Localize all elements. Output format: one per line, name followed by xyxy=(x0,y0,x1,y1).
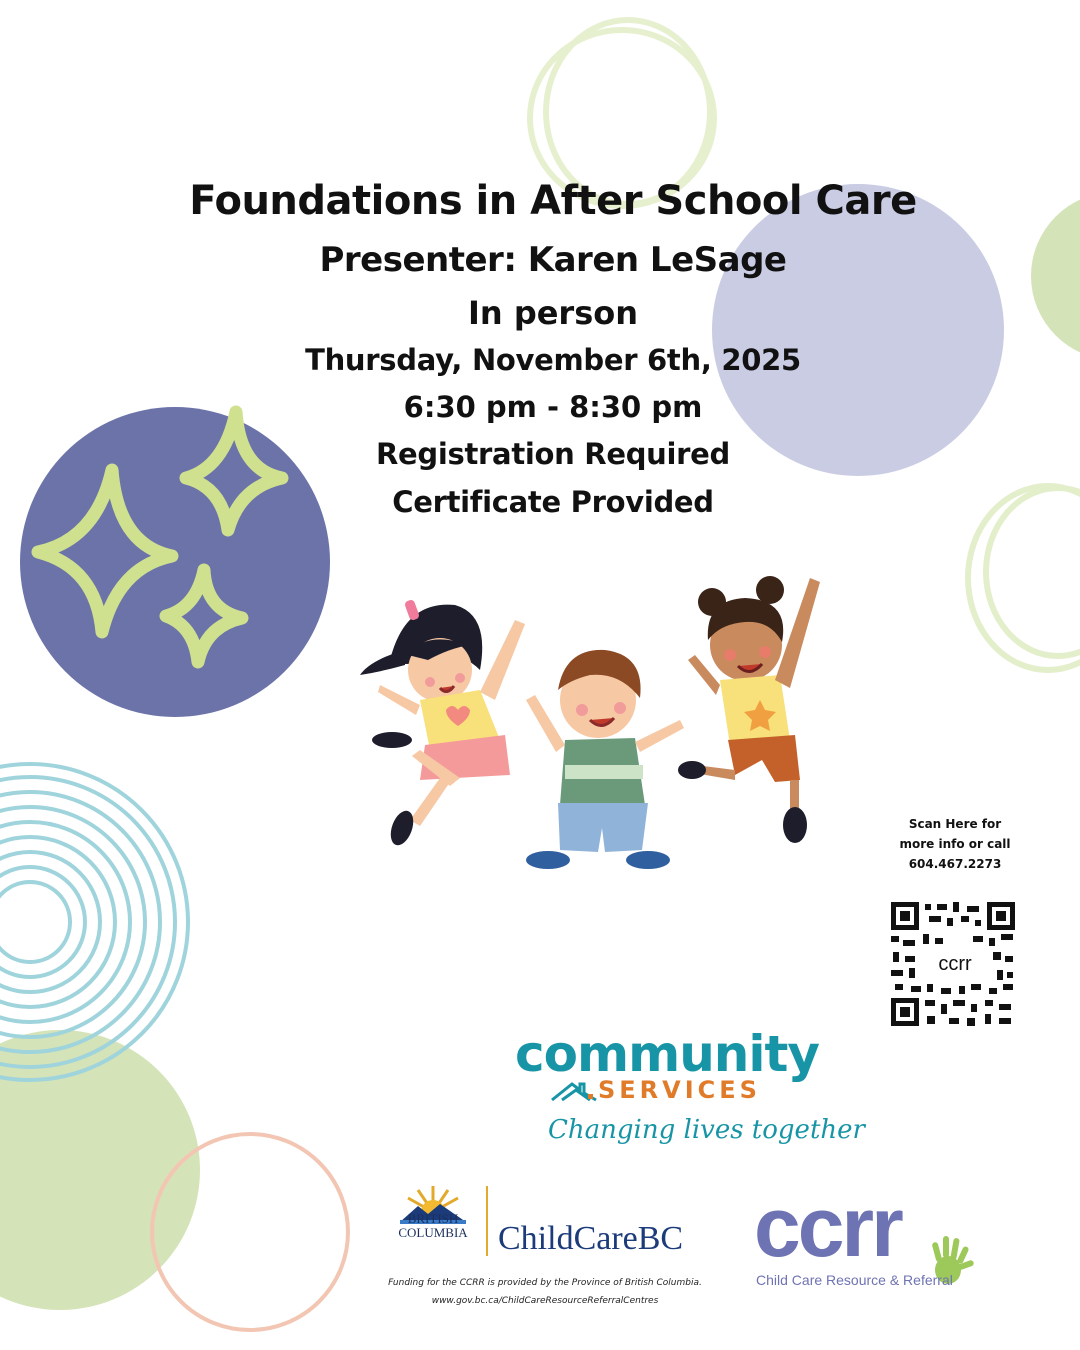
funding-note: Funding for the CCRR is provided by the Province of British Columbia. xyxy=(388,1278,702,1288)
presenter-line: Presenter: Karen LeSage xyxy=(319,240,787,280)
scan-text-line1: Scan Here for xyxy=(908,817,1002,831)
childcarebc-wordmark: ChildCareBC xyxy=(498,1220,684,1257)
qr-code-icon[interactable] xyxy=(889,900,1017,1028)
scan-text-line2: more info or call xyxy=(899,837,1011,851)
girl-curly-figure xyxy=(678,576,820,843)
boy-figure xyxy=(526,650,684,869)
house-roof-icon xyxy=(550,1080,598,1102)
british-columbia-wordmark xyxy=(388,1212,478,1240)
girl-figure xyxy=(360,599,525,848)
bc-line2: COLUMBIA xyxy=(398,1225,468,1240)
community-services-logo-services: SERVICES xyxy=(598,1076,761,1104)
event-title: Foundations in After School Care xyxy=(189,178,917,224)
ccrr-full-name: Child Care Resource & Referral xyxy=(756,1272,953,1288)
event-format: In person xyxy=(467,294,639,332)
kids-illustration xyxy=(350,560,850,870)
green-circle xyxy=(0,1030,200,1310)
qr-logo-text: ccrr xyxy=(938,953,972,975)
funding-website[interactable]: www.gov.bc.ca/ChildCareResourceReferralCentres xyxy=(431,1296,659,1306)
event-date: Thursday, November 6th, 2025 xyxy=(305,343,801,377)
certificate-note: Certificate Provided xyxy=(392,485,714,519)
teal-ring-decoration xyxy=(0,764,188,1080)
contact-phone[interactable]: 604.467.2273 xyxy=(908,857,1002,871)
bc-line1: BRITISH xyxy=(407,1211,459,1226)
ccrr-logo-word: ccrr xyxy=(754,1180,901,1274)
community-services-logo-word: community xyxy=(515,1025,820,1083)
registration-note: Registration Required xyxy=(376,437,730,471)
community-services-tagline: Changing lives together xyxy=(548,1115,865,1145)
logo-divider xyxy=(486,1186,488,1256)
event-time: 6:30 pm - 8:30 pm xyxy=(403,390,703,424)
